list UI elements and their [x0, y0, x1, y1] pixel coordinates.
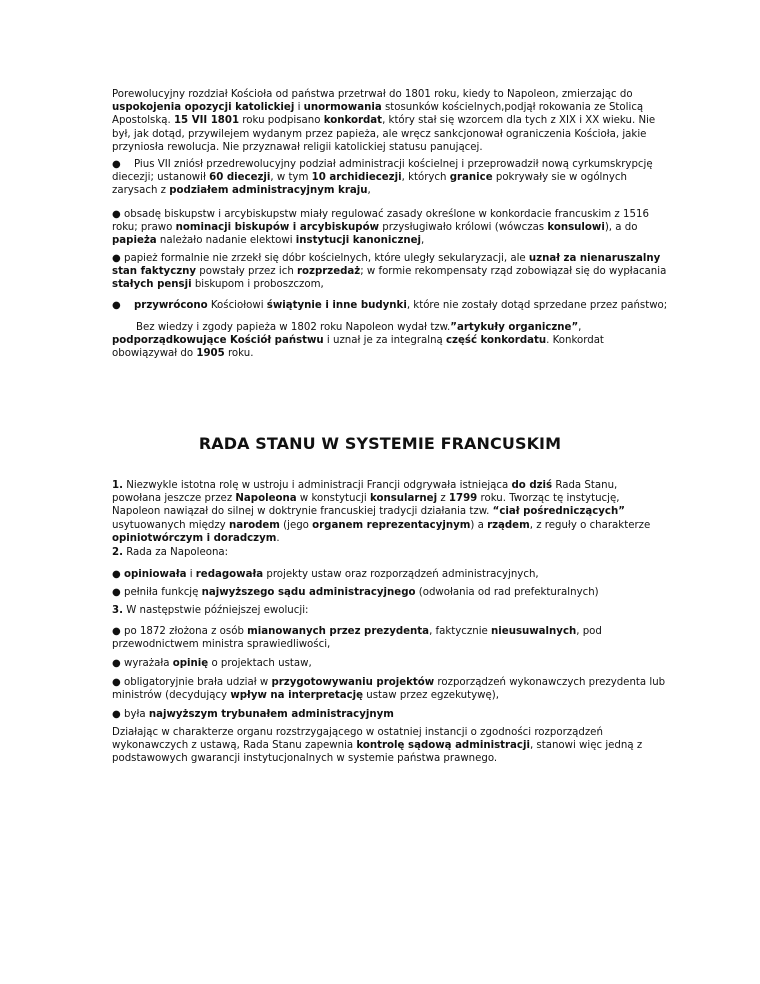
bold-text: 2. [112, 547, 123, 558]
bullet-supreme-court [112, 586, 668, 599]
text-run: była [124, 709, 149, 720]
bullet: ● [112, 569, 121, 580]
bold-text: organem reprezentacyjnym [312, 519, 471, 531]
paragraph-council-intro [112, 479, 668, 545]
text-run: ), a do [604, 222, 638, 234]
bold-text: granice [449, 172, 493, 184]
text-run: powstały przez ich [196, 266, 298, 278]
bullet-regulation-drafts [112, 676, 668, 702]
text-run: (odwołania od rad prefekturalnych) [415, 587, 599, 598]
text-run: , których [401, 172, 450, 184]
text-run: , w tym [270, 172, 312, 184]
text-run: ustaw przez egzekutywę), [363, 690, 499, 702]
text-run: roku podpisano [239, 115, 324, 127]
text-run: o projektach ustaw, [208, 658, 312, 669]
text-run: , z reguły o charakterze [529, 519, 651, 531]
bold-text: 1905 [196, 348, 225, 360]
bold-text: rządem [487, 519, 530, 531]
bold-text: opiniowała [124, 569, 187, 580]
text-run: W następstwie późniejszej ewolucji: [122, 605, 309, 616]
bullet-composition [112, 625, 668, 651]
bold-text: Napoleona [235, 493, 297, 505]
bullet: ● [112, 677, 121, 688]
bold-text: 10 archidiecezji [311, 172, 402, 184]
bullet-opinions [112, 568, 668, 581]
text-run: rozporządzeń wykonawczych prezydenta lub ministrów (decydujący [112, 677, 666, 702]
text-run: Rada Stanu, powołana jeszcze przez [112, 480, 618, 505]
section-title: RADA STANU W SYSTEMIE FRANCUSKIM [198, 434, 562, 453]
bullet-bishops [112, 208, 668, 248]
text-run: , stanowi więc jedną z podstawowych gwarancji instytucjonalnych w systemie państwa prawnego. [112, 740, 643, 765]
bullet: ● [112, 253, 121, 264]
bold-text: wpływ na interpretację [230, 690, 364, 702]
text-run: roku. Tworząc tę instytucję, Napoleon nawiązał do silnej w doktrynie francuskiej tradycji działania tzw. [112, 493, 620, 518]
bullet: ● [112, 300, 121, 311]
text-run: , faktycznie [429, 626, 492, 637]
paragraph-evolution [112, 604, 668, 617]
paragraph-napoleon-council [112, 546, 668, 559]
text-run: obligatoryjnie brała udział w [124, 677, 272, 688]
text-run: Rada za Napoleona: [122, 547, 229, 558]
bold-text: nieusuwalnych [491, 626, 577, 637]
bold-text: uspokojenia opozycji katolickiej [112, 102, 295, 114]
bold-text: redagowała [195, 569, 264, 580]
bold-text: papieża [112, 235, 157, 247]
text-run: i uznał je za integralną [323, 335, 447, 347]
text-run: . Konkordat obowiązywał do [112, 335, 604, 360]
bold-text: 3. [112, 605, 123, 616]
text-run: po 1872 złożona z osób [124, 626, 248, 637]
bold-text: przygotowywaniu projektów [271, 677, 435, 688]
bold-text: nominacji biskupów i arcybiskupów [175, 222, 380, 234]
bold-text: do dziś [511, 480, 553, 491]
bold-text: 1. [112, 480, 123, 491]
text-run: , które nie zostały dotąd sprzedane przez państwo; [406, 300, 668, 311]
bold-text: konsulowi [547, 222, 605, 234]
bold-text: 1799 [448, 493, 478, 505]
bullet-opinion-laws [112, 657, 668, 670]
bold-text: podporządkowujące Kościół państwu [112, 335, 324, 347]
text-run: wyrażała [124, 658, 173, 669]
bold-text: opiniotwórczym i doradczym [112, 532, 277, 544]
bold-text: ”artykuły organiczne” [450, 322, 579, 333]
bullet: ● [112, 587, 121, 598]
bold-text: 60 diecezji [209, 172, 271, 184]
bullet: ● [112, 709, 121, 720]
text-run: przysługiwało królowi (wówczas [379, 222, 548, 234]
text-run: Kościołowi [207, 300, 267, 311]
bold-text: 15 VII 1801 [173, 115, 240, 127]
text-run: , który stał się wzorcem dla tych z XIX i XX wieku. Nie był, jak dotąd, przywilejem wydanym przez papieża, ale wręcz sankcjonował ograniczenia Kościoła, jakie przyniosła rewolucja. Nie przyznawał religii katolickiej statusu panującej. [112, 115, 656, 153]
bold-text: rozprzedaż [297, 266, 361, 278]
text-run: Pius VII zniósł przedrewolucyjny podział administracji kościelnej i przeprowadził nową cyrkumskrypcję diecezji; ustanowił [112, 159, 653, 184]
bullet-church-property [112, 252, 668, 292]
text-run: pokrywały sie w ogólnych zarysach z [112, 172, 627, 197]
text-run: , [367, 185, 371, 197]
text-run: roku. [224, 348, 254, 360]
bullet-restored-buildings [112, 299, 668, 312]
text-run: z [437, 493, 449, 505]
bold-text: narodem [228, 519, 280, 531]
text-run: , pod przewodnictwem ministra sprawiedliwości, [112, 626, 602, 651]
text-run: , [578, 322, 582, 333]
text-run: Działając w charakterze organu rozstrzygającego w ostatniej instancji o zgodności rozporządzeń wykonawczych z ustawą, Rada Stanu zapewnia [112, 727, 603, 752]
text-run: w konstytucji [296, 493, 370, 505]
bold-text: opinię [172, 658, 209, 669]
text-run: obsadę biskupstw i arcybiskupstw miały regulować zasady określone w konkordacie francuskim z 1516 roku; prawo [112, 209, 649, 234]
text-run: należało nadanie elektowi [156, 235, 296, 247]
bullet: ● [112, 626, 121, 637]
bold-text: “ciał pośredniczących” [492, 506, 625, 518]
text-run: projekty ustaw oraz rozporządzeń administracyjnych, [263, 569, 539, 580]
bullet-tribunal [112, 708, 668, 721]
bold-text: konkordat [323, 115, 383, 127]
bold-text: najwyższym trybunałem administracyjnym [148, 709, 394, 720]
bold-text: najwyższego sądu administracyjnego [201, 587, 416, 598]
text-run: . [276, 532, 280, 544]
paragraph-concordat [112, 88, 668, 154]
bold-text: przywrócono [134, 300, 208, 311]
bullet: ● [112, 159, 121, 170]
text-run: papież formalnie nie zrzekł się dóbr kościelnych, które uległy sekularyzacji, ale [124, 253, 529, 264]
text-run: (jego [279, 519, 313, 531]
bold-text: mianowanych przez prezydenta [247, 626, 430, 637]
bullet: ● [112, 209, 121, 220]
bullet: ● [112, 658, 121, 669]
paragraph-organic-articles [112, 321, 668, 361]
text-run: pełniła funkcję [124, 587, 202, 598]
bold-text: świątynie i inne budynki [266, 300, 407, 311]
bold-text: instytucji kanonicznej [295, 235, 422, 247]
text-run: usytuowanych między [112, 519, 229, 531]
text-run: i [294, 102, 304, 114]
paragraph-judicial-control [112, 726, 668, 766]
text-run: biskupom i proboszczom, [191, 279, 324, 291]
bold-text: uznał za nienaruszalny stan faktyczny [112, 253, 661, 278]
text-run: , [421, 235, 425, 247]
bold-text: kontrolę sądową administracji [356, 740, 530, 752]
text-run: Bez wiedzy i zgody papieża w 1802 roku Napoleon wydał tzw. [136, 322, 451, 333]
bold-text: unormowania [303, 102, 382, 114]
text-run: i [186, 569, 196, 580]
text-run: stosunków kościelnych,podjął rokowania ze Stolicą Apostolską. [112, 102, 644, 127]
bullet-dioceses [112, 158, 668, 198]
text-run: ; w formie rekompensaty rząd zobowiązał się do wypłacania [360, 266, 667, 278]
bold-text: konsularnej [369, 493, 438, 505]
bold-text: podziałem administracyjnym kraju [169, 185, 368, 197]
bold-text: stałych pensji [112, 279, 192, 291]
text-run: ) a [470, 519, 488, 531]
text-run: Porewolucyjny rozdział Kościoła od państwa przetrwał do 1801 roku, kiedy to Napoleon, zmierzając do [112, 89, 633, 100]
bold-text: część konkordatu [446, 335, 547, 347]
text-run: Niezwykle istotna rolę w ustroju i administracji Francji odgrywała istniejąca [122, 480, 512, 491]
